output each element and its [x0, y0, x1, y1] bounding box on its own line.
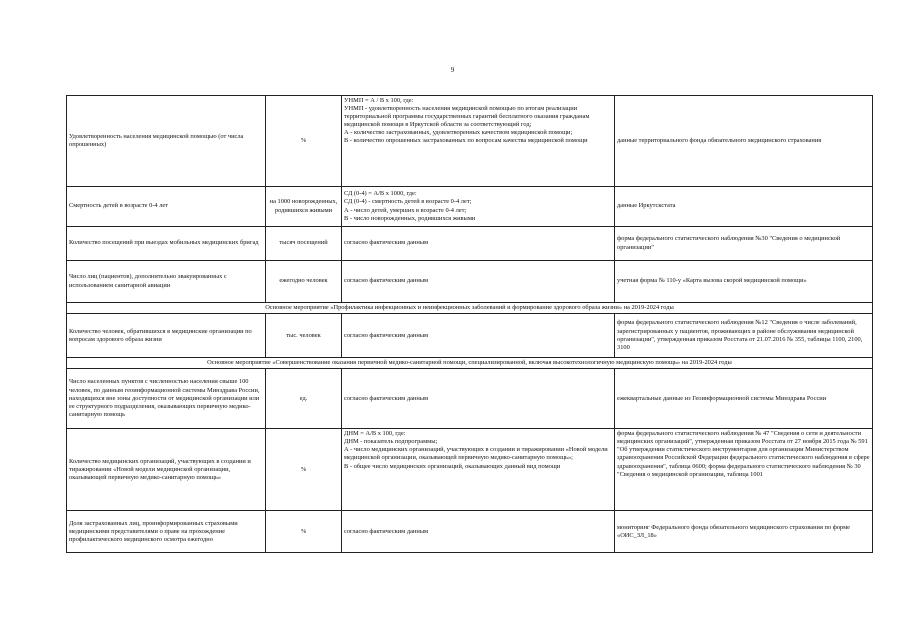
table-row [67, 314, 873, 358]
method-cell: согласно фактическим данным [342, 227, 615, 261]
method-cell: согласно фактическим данным [342, 511, 615, 553]
method-cell: согласно фактическим данным [342, 369, 615, 429]
table-row [67, 187, 873, 227]
section-heading: Основное мероприятие «Профилактика инфекционных и неинфекционных заболеваний и формирование здорового образа жизни» на 2019-2024 годы [67, 303, 873, 314]
table-row [67, 261, 873, 303]
source-cell: форма федерального статистического наблюдения № 47 "Сведения о сети и деятельности медицинских организаций", утвержденная приказом Росстата от 27 ноября 2015 года № 591 "Об утверждении статистического инструментария для организации Министерством здравоохранения Российской Федерации федерального статистического наблюдения в сфере здравоохранения", таблица 0600; форма федерального статистического наблюдения № 30 "Сведения о медицинской организации, таблица 1001 [615, 429, 873, 511]
method-cell: согласно фактическим данным [342, 314, 615, 358]
unit-cell: % [266, 96, 342, 187]
unit-cell: ед. [266, 369, 342, 429]
table-row [67, 511, 873, 553]
source-cell: ежеквартальные данные из Геоинформационной системы Минздрава России [615, 369, 873, 429]
table-row [67, 429, 873, 511]
method-cell: СД (0-4) = А/В х 1000, где: СД (0-4) - смертность детей в возрасте 0-4 лет; А - число детей, умерших в возрасте 0-4 лет; В - число новорожденных, родившихся живыми [342, 187, 615, 227]
source-cell: мониторинг Федерального фонда обязательного медицинского страхования по форме «ОИС_ЗЛ_18» [615, 511, 873, 553]
unit-cell: тыс. человек [266, 314, 342, 358]
indicator-cell: Число лиц (пациентов), дополнительно эвакуированных с использованием санитарной авиации [67, 261, 266, 303]
indicator-cell: Смертность детей в возрасте 0-4 лет [67, 187, 266, 227]
unit-cell: % [266, 429, 342, 511]
table-row [67, 227, 873, 261]
indicator-cell: Количество медицинских организаций, участвующих в создании и тиражировании «Новой модели медицинской организации, оказывающей первичную медико-санитарную помощь» [67, 429, 266, 511]
table-row [67, 96, 873, 187]
source-cell: учетная форма № 110-у «Карта вызова скорой медицинской помощи» [615, 261, 873, 303]
indicator-cell: Количество посещений при выездах мобильных медицинских бригад [67, 227, 266, 261]
method-cell: ДНМ = А/В х 100, где: ДНМ - показатель подпрограммы; А - число медицинских организаций, участвующих в создании и тиражировании «Новой модели медицинской организации, оказывающей первичную медико-санитарную помощь»; В - общее число медицинских организаций, оказывающих данный вид помощи [342, 429, 615, 511]
method-cell: согласно фактическим данным [342, 261, 615, 303]
table-row [67, 369, 873, 429]
indicator-cell: Число населенных пунктов с численностью населения свыше 100 человек, по данным геоинформационной системы Минздрава России, находящихся вне зоны доступности от медицинской организации или ее структурного подразделения, оказывающих первичную медико-санитарную помощь [67, 369, 266, 429]
unit-cell: ежегодно человек [266, 261, 342, 303]
source-cell: данные территориального фонда обязательного медицинского страхования [615, 96, 873, 187]
indicator-cell: Доля застрахованных лиц, проинформированных страховыми медицинскими представителями о праве на прохождение профилактического медицинского осмотра ежегодно [67, 511, 266, 553]
indicator-cell: Количество человек, обратившихся в медицинские организации по вопросам здорового образа жизни [67, 314, 266, 358]
unit-cell: % [266, 511, 342, 553]
section-row [67, 303, 873, 314]
unit-cell: на 1000 новорожденных, родившихся живыми [266, 187, 342, 227]
indicators-table [66, 95, 873, 553]
unit-cell: тысяч посещений [266, 227, 342, 261]
source-cell: данные Иркутскстата [615, 187, 873, 227]
page-number: 9 [450, 66, 455, 74]
source-cell: форма федерального статистического наблюдения №12 "Сведения о числе заболеваний, зарегистрированных у пациентов, проживающих в районе обслуживания медицинской организации", утвержденная приказом Росстата от 21.07.2016 № 355, таблицы 1100, 2100, 3100 [615, 314, 873, 358]
method-cell: УНМП = А / В х 100, где: УНМП - удовлетворенность населения медицинской помощью по итогам реализации территориальной программы государственных гарантий бесплатного оказания гражданам медицинской помощи в Иркутской области за соответствующий год; А - количество застрахованных, удовлетворенных качеством медицинской помощи; В - количество опрошенных застрахованных по вопросам качества медицинской помощи [342, 96, 615, 187]
section-heading: Основное мероприятие «Совершенствование оказания первичной медико-санитарной помощи, специализированной, включая высокотехнологичную медицинскую помощь» на 2019-2024 годы [67, 358, 873, 369]
source-cell: форма федерального статистического наблюдения №30 "Сведения о медицинской организации" [615, 227, 873, 261]
indicator-cell: Удовлетворенность населения медицинской помощью (от числа опрошенных) [67, 96, 266, 187]
section-row [67, 358, 873, 369]
